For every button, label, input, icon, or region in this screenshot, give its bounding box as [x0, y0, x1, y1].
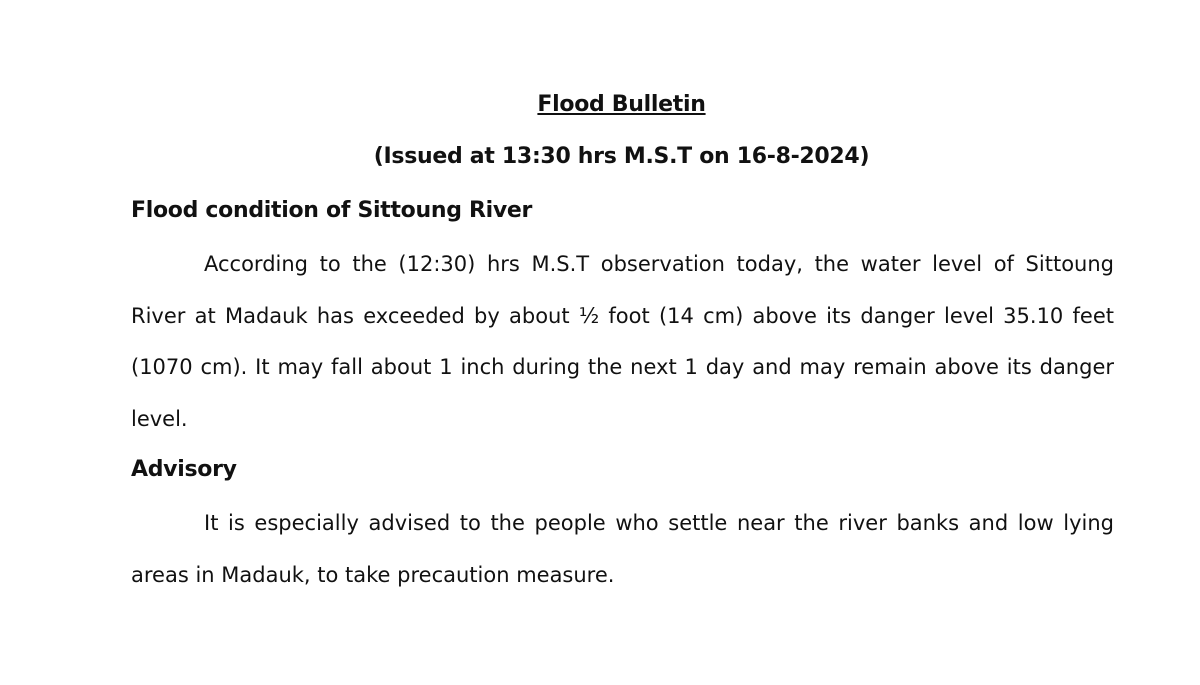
bulletin-title: Flood Bulletin: [537, 92, 706, 117]
flood-condition-paragraph: According to the (12:30) hrs M.S.T observation today, the water level of Sittoung River at Madauk has exceeded by about ½ foot (14 cm) above its danger level 35.10 feet (1070 cm). It may fall about 1 inch during the next 1 day and may remain above its danger level.: [131, 252, 1114, 432]
flood-condition-heading: Flood condition of Sittoung River: [131, 198, 533, 223]
advisory-heading: Advisory: [131, 457, 237, 482]
advisory-paragraph: It is especially advised to the people who settle near the river banks and low lying areas in Madauk, to take precaution measure.: [131, 511, 1114, 587]
issued-time: (Issued at 13:30 hrs M.S.T on 16-8-2024): [373, 144, 870, 169]
